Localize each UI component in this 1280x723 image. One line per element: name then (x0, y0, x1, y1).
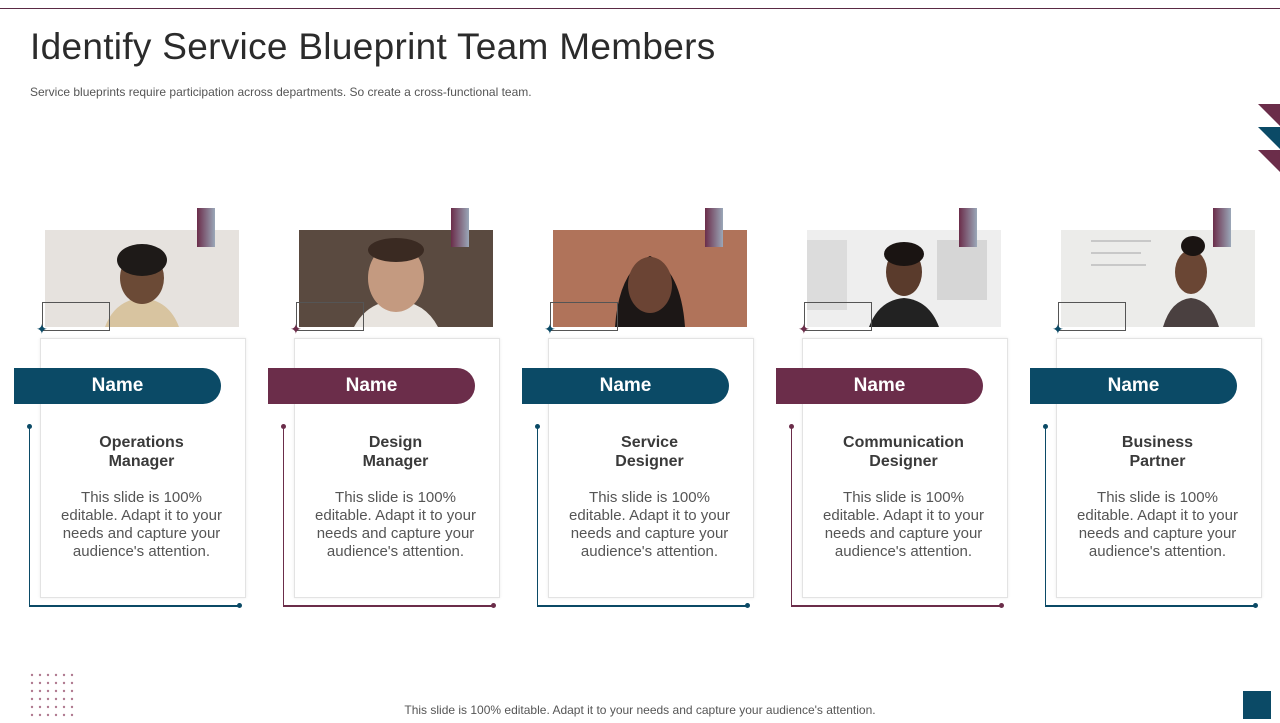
sparkle-icon: ✦ (36, 321, 48, 337)
role-line-2: Manager (108, 453, 175, 470)
photo-frame (550, 302, 618, 331)
member-description: This slide is 100% editable. Adapt it to your needs and capture your audience's attention. (823, 489, 984, 560)
photo-tab (197, 208, 215, 247)
connector-line (791, 605, 1002, 607)
connector-line (791, 427, 792, 605)
photo-frame (1058, 302, 1126, 331)
role-line-2: Designer (615, 453, 684, 470)
connector-dot (27, 424, 32, 429)
connector-dot (1253, 603, 1258, 608)
member-role (1070, 433, 1245, 471)
member-card (268, 208, 518, 610)
member-card (522, 208, 772, 610)
connector-line (283, 427, 284, 605)
decor-triangle (1258, 150, 1280, 172)
page-title: Identify Service Blueprint Team Members (30, 26, 716, 67)
role-line-1: Business (1121, 434, 1194, 451)
member-name-pill: Name (776, 368, 983, 404)
member-card (14, 208, 264, 610)
connector-dot (1043, 424, 1048, 429)
member-role (308, 433, 483, 471)
photo-tab (451, 208, 469, 247)
connector-line (537, 605, 748, 607)
connector-dot (999, 603, 1004, 608)
sparkle-icon: ✦ (544, 321, 556, 337)
member-description: This slide is 100% editable. Adapt it to your needs and capture your audience's attention. (61, 489, 222, 560)
photo-frame (42, 302, 110, 331)
role-line-1: Communication (843, 434, 964, 451)
connector-dot (789, 424, 794, 429)
role-line-1: Operations (99, 434, 184, 451)
member-card (776, 208, 1026, 610)
connector-line (1045, 427, 1046, 605)
photo-tab (1213, 208, 1231, 247)
member-name-pill: Name (14, 368, 221, 404)
connector-dot (745, 603, 750, 608)
sparkle-icon: ✦ (1052, 321, 1064, 337)
connector-line (283, 605, 494, 607)
member-card (1030, 208, 1280, 610)
footer-note: This slide is 100% editable. Adapt it to your needs and capture your audience's attention. (404, 703, 876, 717)
member-name-pill: Name (268, 368, 475, 404)
photo-frame (296, 302, 364, 331)
connector-line (537, 427, 538, 605)
connector-dot (281, 424, 286, 429)
connector-dot (535, 424, 540, 429)
photo-tab (705, 208, 723, 247)
connector-line (29, 605, 240, 607)
member-name-pill: Name (1030, 368, 1237, 404)
member-description: This slide is 100% editable. Adapt it to your needs and capture your audience's attention. (1077, 489, 1238, 560)
member-description: This slide is 100% editable. Adapt it to your needs and capture your audience's attention. (315, 489, 476, 560)
role-line-2: Partner (1129, 453, 1186, 470)
page-subtitle: Service blueprints require participation across departments. So create a cross-functional team. (30, 85, 532, 99)
role-line-2: Designer (869, 453, 938, 470)
decor-triangle (1258, 104, 1280, 126)
sparkle-icon: ✦ (798, 321, 810, 337)
member-description: This slide is 100% editable. Adapt it to your needs and capture your audience's attention. (569, 489, 730, 560)
member-name-pill: Name (522, 368, 729, 404)
role-line-1: Service (621, 434, 678, 451)
role-line-2: Manager (362, 453, 429, 470)
connector-dot (237, 603, 242, 608)
sparkle-icon: ✦ (290, 321, 302, 337)
decor-triangle (1258, 127, 1280, 149)
connector-line (29, 427, 30, 605)
connector-line (1045, 605, 1256, 607)
photo-frame (804, 302, 872, 331)
connector-dot (491, 603, 496, 608)
corner-square-decor (1243, 691, 1271, 719)
photo-tab (959, 208, 977, 247)
member-role (562, 433, 737, 471)
member-role (54, 433, 229, 471)
role-line-1: Design (368, 434, 423, 451)
member-role (816, 433, 991, 471)
top-rule (0, 8, 1280, 9)
